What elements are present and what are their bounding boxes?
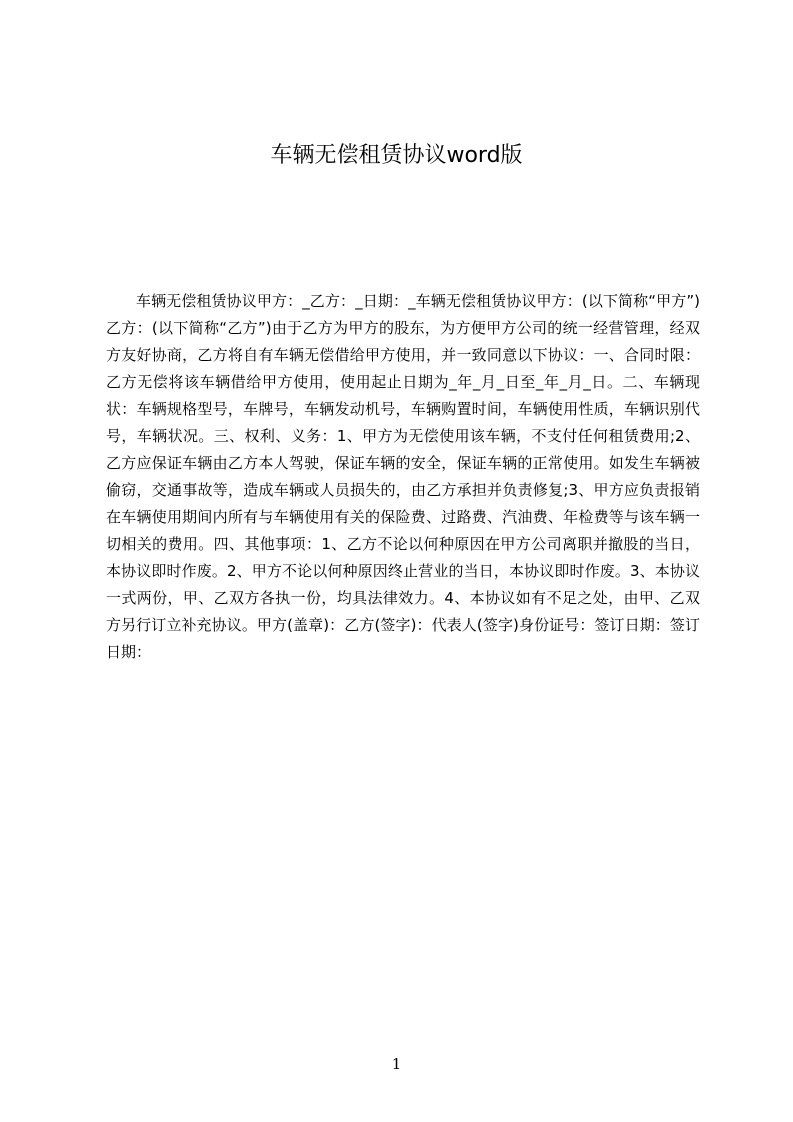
page-number: 1 [391, 1055, 402, 1073]
document-title: 车辆无偿租赁协议word版 [270, 143, 523, 168]
agreement-body-text: 车辆无偿租赁协议甲方：_乙方：_日期：_车辆无偿租赁协议甲方：(以下简称“甲方”)乙方：(以下简称“乙方”)由于乙方为甲方的股东，为方便甲方公司的统一经营管理，经双方友好协商，乙方将自有车辆无偿借给甲方使用，并一致同意以下协议：一、合同时限：乙方无偿将该车辆借给甲方使用，使用起止日期为_年_月_日至_年_月_日。二、车辆现状：车辆规格型号，车牌号，车辆发动机号，车辆购置时间，车辆使用性质，车辆识别代号，车辆状况。三、权利、义务：1、甲方为无偿使用该车辆，不支付任何租赁费用;2、乙方应保证车辆由乙方本人驾驶，保证车辆的安全，保证车辆的正常使用。如发生车辆被偷窃，交通事故等，造成车辆或人员损失的，由乙方承担并负责修复;3、甲方应负责报销在车辆使用期间内所有与车辆使用有关的保险费、过路费、汽油费、年检费等与该车辆一切相关的费用。四、其他事项：1、乙方不论以何种原因在甲方公司离职并撤股的当日，本协议即时作废。2、甲方不论以何种原因终止营业的当日，本协议即时作废。3、本协议一式两份，甲、乙双方各执一份，均具法律效力。4、本协议如有不足之处，由甲、乙双方另行订立补充协议。甲方(盖章)：乙方(签字)：代表人(签字)身份证号：签订日期：签订日期： [106, 292, 700, 661]
